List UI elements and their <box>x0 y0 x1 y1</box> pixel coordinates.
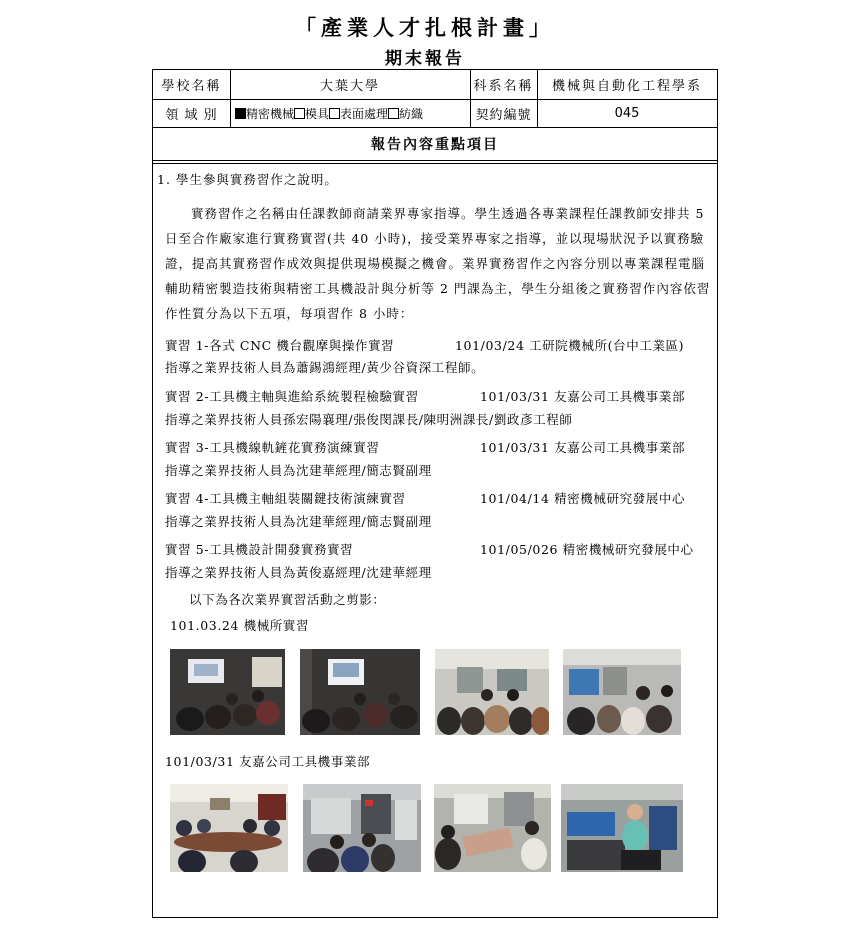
practice-title: 實習 2-工具機主軸與進給系統製程檢驗實習 <box>165 389 419 404</box>
practice-mentors: 指導之業界技術人員為蕭錫鴻經理/黃少谷資深工程師。 <box>165 360 485 375</box>
contract-number-value: 045 <box>614 105 640 121</box>
report-subtitle: 期末報告 <box>385 49 465 69</box>
field-label: 領 域 別 <box>165 107 218 123</box>
section-title: 報告內容重點項目 <box>371 137 499 153</box>
practice-date-place: 101/03/31 友嘉公司工具機事業部 <box>480 440 686 455</box>
practice-title: 實習 3-工具機線軌鏟花實務演練實習 <box>165 440 380 455</box>
description-paragraph: 實務習作之名稱由任課教師商請業界專家指導。學生透過各專業課程任課教師安排共 5 日至合作廠家進行實務實習(共 40 小時)，接受業界專家之指導，並以現場狀況予以實務驗證，提高其實務習作成效與提供現場模擬之機會。業界實務習作之內容分別以專業課程電腦輔助精密製造技術與精密工具機設計與分析等 2 門課為主，學生分組後之實務習作內容依習作性質分為以下五項，每項習作 8 小時： <box>165 206 711 321</box>
meeting-photo <box>170 784 288 872</box>
field-checkbox-mold <box>294 108 305 119</box>
report-title: 「產業人才扎根計畫」 <box>295 15 555 40</box>
machine-photo <box>561 784 683 872</box>
field-option-label: 紡織 <box>399 106 424 121</box>
practice-mentors: 指導之業界技術人員為黃俊嘉經理/沈建華經理 <box>165 565 432 580</box>
lecture-photo <box>170 649 285 735</box>
department-label: 科系名稱 <box>473 79 534 94</box>
workshop-photo <box>563 649 681 735</box>
practice-date-place: 101/03/24 工研院機械所(台中工業區) <box>455 338 685 353</box>
practice-title: 實習 1-各式 CNC 機台觀摩與操作實習 <box>165 338 395 353</box>
practice-title: 實習 4-工具機主軸組裝關鍵技術演練實習 <box>165 491 406 506</box>
field-options <box>230 99 470 127</box>
machine-photo <box>303 784 421 872</box>
photo-group-caption: 101/03/31 友嘉公司工具機事業部 <box>165 754 371 769</box>
practice-mentors: 指導之業界技術人員為沈建華經理/簡志賢副理 <box>165 463 432 478</box>
item-heading: 1. 學生參與實務習作之說明。 <box>157 172 338 187</box>
report-form <box>152 69 718 918</box>
photos-intro: 以下為各次業界實習活動之剪影： <box>189 592 386 607</box>
field-option-label: 精密機械 <box>246 106 295 121</box>
machine-photo <box>434 784 551 872</box>
practice-title: 實習 5-工具機設計開發實務實習 <box>165 542 354 557</box>
section-divider <box>153 160 717 161</box>
department-value: 機械與自動化工程學系 <box>551 79 702 94</box>
practice-mentors: 指導之業界技術人員孫宏陽襄理/張俊閔課長/陳明洲課長/劉政彥工程師 <box>165 412 573 427</box>
field-option-label: 表面處理 <box>340 106 389 121</box>
lecture-photo <box>300 649 420 735</box>
school-name-value: 大葉大學 <box>319 79 380 94</box>
school-name-label: 學校名稱 <box>161 79 222 94</box>
field-checkbox-textile <box>388 108 399 119</box>
practice-date-place: 101/03/31 友嘉公司工具機事業部 <box>480 389 686 404</box>
field-checkbox-precision <box>235 108 246 119</box>
contract-number-label: 契約編號 <box>475 107 532 123</box>
practice-date-place: 101/05/026 精密機械研究發展中心 <box>480 542 694 557</box>
workshop-photo <box>435 649 549 735</box>
field-checkbox-surface <box>329 108 340 119</box>
practice-mentors: 指導之業界技術人員為沈建華經理/簡志賢副理 <box>165 514 432 529</box>
section-divider <box>153 163 717 164</box>
field-option-label: 模具 <box>305 106 330 121</box>
practice-date-place: 101/04/14 精密機械研究發展中心 <box>480 491 686 506</box>
photo-group-caption: 101.03.24 機械所實習 <box>170 618 310 633</box>
